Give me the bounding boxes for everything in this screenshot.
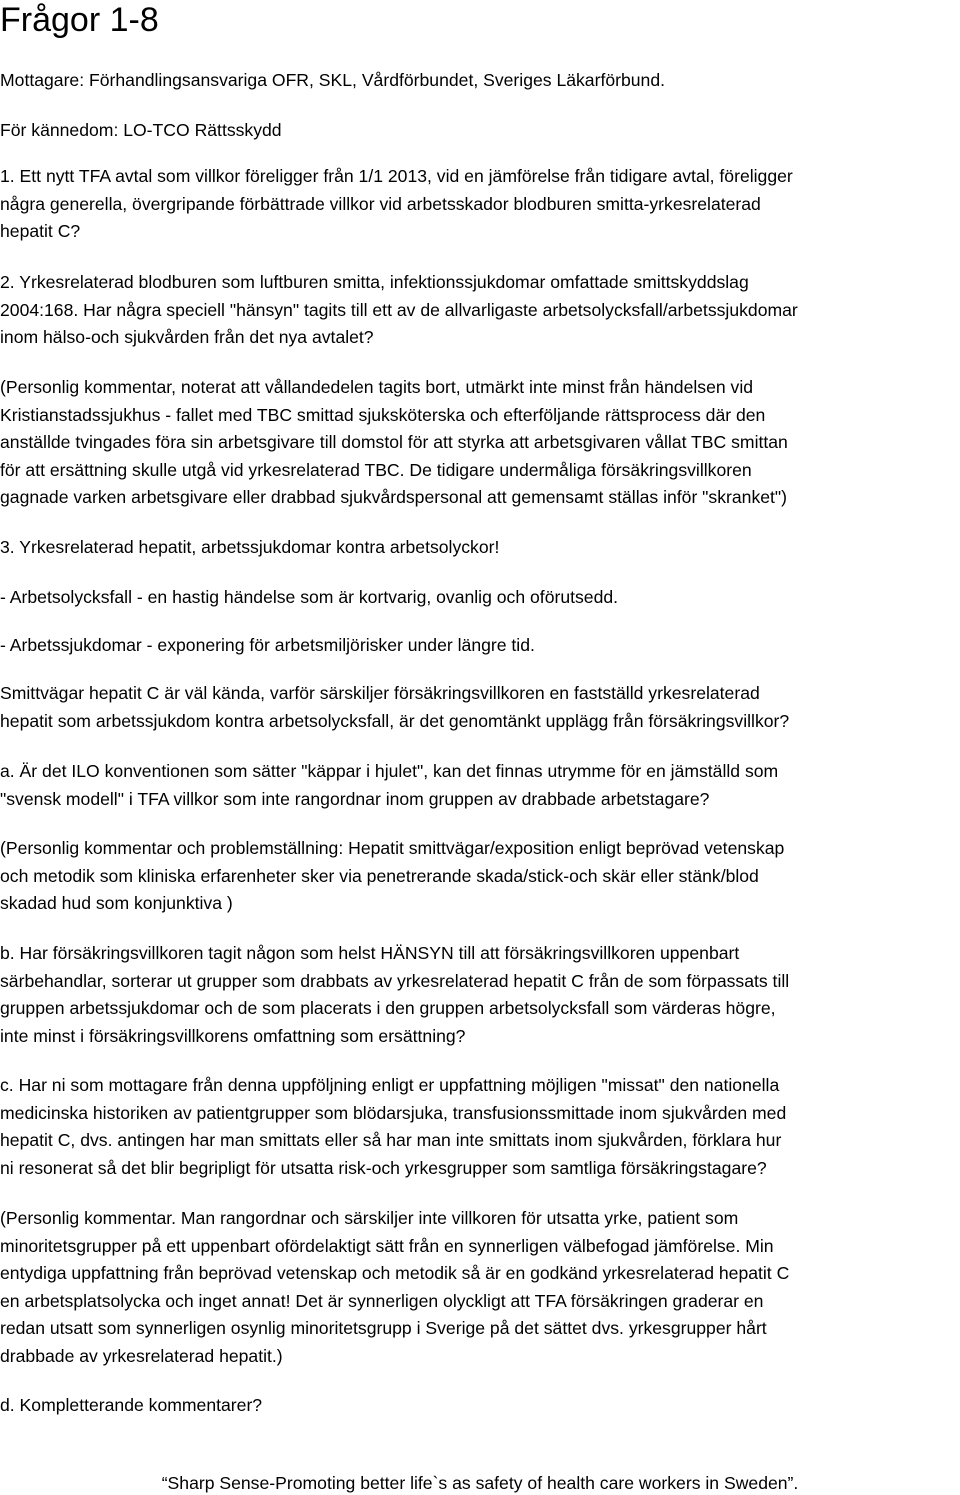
comment-2-line: Kristianstadssjukhus - fallet med TBC smittad sjuksköterska och efterföljande rättsprocess där den xyxy=(0,404,766,425)
comment-3c-line: entydiga uppfattning från beprövad vetenskap och metodik så är en godkänd yrkesrelaterad hepatit C xyxy=(0,1263,790,1283)
question-3c-line: medicinska historiken av patientgrupper som blödarsjuka, transfusionssmittade inom sjukvården med xyxy=(0,1102,787,1123)
comment-2-line: för att ersättning skulle utgå vid yrkesrelaterad TBC. De tidigare undermåliga försäkringsvillkoren xyxy=(0,459,752,480)
cc-line: För kännedom: LO-TCO Rättsskydd xyxy=(0,120,282,140)
question-3b-line: särbehandlar, sorterar ut grupper som drabbats av yrkesrelaterad hepatit C från de som förpassats till xyxy=(0,970,790,991)
question-1-line: 1. Ett nytt TFA avtal som villkor föreligger från 1/1 2013, vid en jämförelse från tidigare avtal, föreligger xyxy=(0,166,793,186)
question-3c-line: c. Har ni som mottagare från denna uppföljning enligt er uppfattning möjligen "missat" den nationella xyxy=(0,1075,780,1095)
comment-2-line: (Personlig kommentar, noterat att vållandedelen tagits bort, utmärkt inte minst från händelsen vid xyxy=(0,377,754,397)
definition-arbetsolycksfall xyxy=(0,584,960,612)
comment-3c xyxy=(0,1205,960,1370)
definition-line: - Arbetsolycksfall - en hastig händelse som är kortvarig, ovanlig och oförutsedd. xyxy=(0,587,619,607)
question-3 xyxy=(0,534,960,562)
comment-3a-line: och metodik som kliniska erfarenheter sker via penetrerande skada/stick-och skär eller stänk/blod xyxy=(0,865,759,886)
question-1-line: några generella, övergripande förbättrade villkor vid arbetsskador blodburen smitta-yrkesrelaterad xyxy=(0,193,761,214)
comment-2 xyxy=(0,374,960,512)
page-title: Frågor 1-8 xyxy=(0,1,159,39)
question-3-body xyxy=(0,680,960,735)
comment-3c-line: redan utsatt som synnerligen osynlig minoritetsgrupp i Sverige på det sättet dvs. yrkesgrupper hårt xyxy=(0,1318,767,1338)
question-3b xyxy=(0,940,960,1050)
question-3d xyxy=(0,1392,960,1420)
comment-3c-line: (Personlig kommentar. Man rangordnar och särskiljer inte villkoren för utsatta yrke, patient som xyxy=(0,1208,739,1228)
question-3-body-line: hepatit som arbetssjukdom kontra arbetsolycksfall, är det genomtänkt upplägg från försäkringsvillkor? xyxy=(0,710,790,731)
question-2-line: inom hälso-och sjukvården från det nya avtalet? xyxy=(0,327,374,347)
footer-slogan: “Sharp Sense-Promoting better life`s as safety of health care workers in Sweden”. xyxy=(161,1473,799,1493)
question-2 xyxy=(0,269,960,352)
question-3-line: 3. Yrkesrelaterad hepatit, arbetssjukdomar kontra arbetsolyckor! xyxy=(0,537,500,557)
question-3d-line: d. Kompletterande kommentarer? xyxy=(0,1395,263,1415)
comment-2-line: gagnade varken arbetsgivare eller drabbad sjukvårdspersonal att gemensamt ställas inför "skranket") xyxy=(0,487,788,507)
question-1 xyxy=(0,163,960,246)
comment-3a-line: skadad hud som konjunktiva ) xyxy=(0,893,233,913)
question-3b-line: inte minst i försäkringsvillkorens omfattning som ersättning? xyxy=(0,1025,466,1046)
question-3c-line: hepatit C, dvs. antingen har man smittats eller så har man inte smittats inom sjukvården, förklara hur xyxy=(0,1130,782,1150)
question-3a xyxy=(0,758,960,813)
question-3-body-line: Smittvägar hepatit C är väl kända, varför särskiljer försäkringsvillkoren en fastställd yrkesrelaterad xyxy=(0,683,760,703)
question-2-line: 2004:168. Har några speciell "hänsyn" tagits till ett av de allvarligaste arbetsolycksfall/arbetssjukdomar xyxy=(0,299,798,320)
question-3a-line: a. Är det ILO konventionen som sätter "käppar i hjulet", kan det finnas utrymme för en jämställd som xyxy=(0,761,779,781)
question-3b-line: b. Har försäkringsvillkoren tagit någon som helst HÄNSYN till att försäkringsvillkoren uppenbart xyxy=(0,943,740,963)
question-3b-line: gruppen arbetssjukdomar och de som placerats i den gruppen arbetsolycksfall som värderas högre, xyxy=(0,998,776,1018)
comment-3a-line: (Personlig kommentar och problemställning: Hepatit smittvägar/exposition enligt beprövad vetenskap xyxy=(0,838,785,858)
question-3c xyxy=(0,1072,960,1182)
recipients-line: Mottagare: Förhandlingsansvariga OFR, SKL, Vårdförbundet, Sveriges Läkarförbund. xyxy=(0,70,666,90)
question-3c-line: ni resonerat så det blir begripligt för utsatta risk-och yrkesgrupper som samtliga försäkringstagare? xyxy=(0,1157,767,1178)
comment-3c-line: minoritetsgrupper på ett uppenbart ofördelaktigt sätt från en synnerligen välbefogad jämförelse. Min xyxy=(0,1235,774,1256)
question-2-line: 2. Yrkesrelaterad blodburen som luftburen smitta, infektionssjukdomar omfattade smittskyddslag xyxy=(0,272,749,292)
comment-3c-line: drabbade av yrkesrelaterad hepatit.) xyxy=(0,1345,283,1366)
comment-3c-line: en arbetsplatsolycka och inget annat! Det är synnerligen olyckligt att TFA försäkringen graderar en xyxy=(0,1290,764,1311)
question-1-line: hepatit C? xyxy=(0,221,81,241)
comment-2-line: anställde tvingades föra sin arbetsgivare till domstol för att styrka att arbetsgivaren vållat TBC smittan xyxy=(0,432,788,452)
question-3a-line: "svensk modell" i TFA villkor som inte rangordnar inom gruppen av drabbade arbetstagare? xyxy=(0,788,710,809)
definition-line: - Arbetssjukdomar - exponering för arbetsmiljörisker under längre tid. xyxy=(0,635,535,655)
definition-arbetssjukdomar xyxy=(0,632,960,660)
comment-3a xyxy=(0,835,960,918)
